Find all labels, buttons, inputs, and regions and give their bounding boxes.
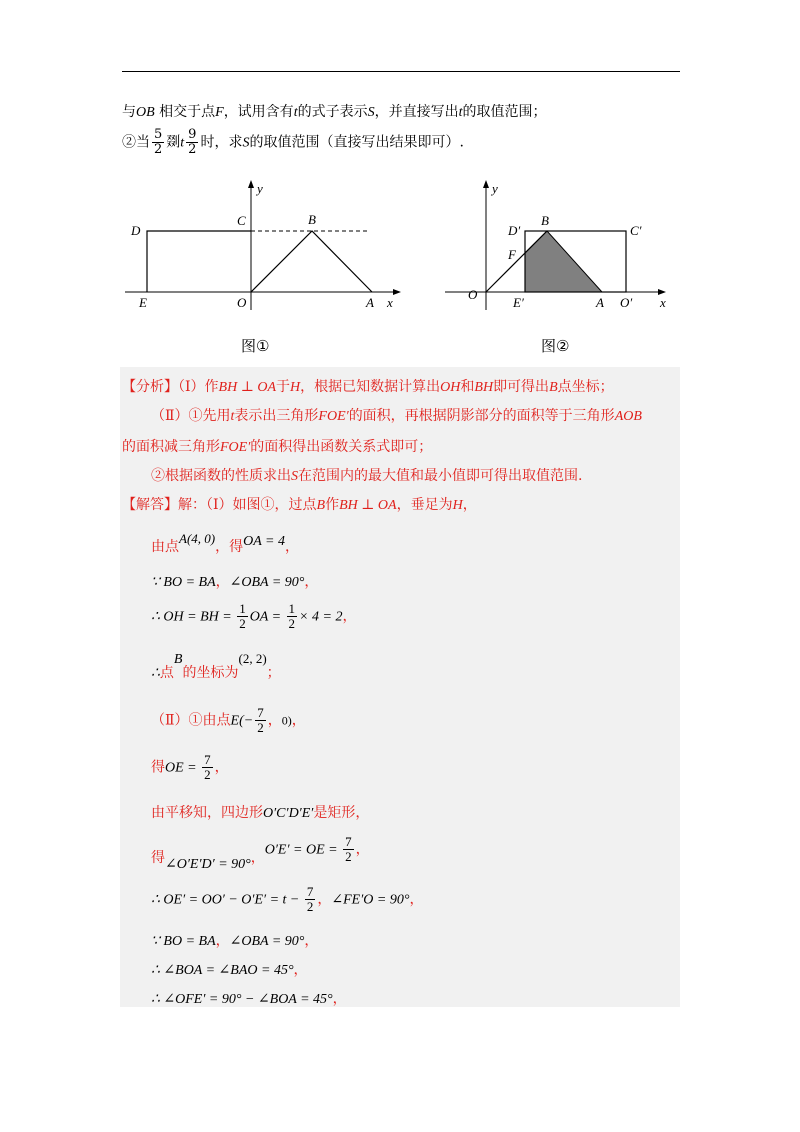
figure-1 bbox=[125, 175, 410, 315]
caption-figure-2: 图② bbox=[541, 337, 570, 355]
label-O: O bbox=[237, 295, 247, 310]
x-arrow-icon bbox=[393, 289, 401, 295]
label-E: E bbox=[139, 295, 147, 310]
solution-line-2: 由点A(4, 0)，得OA = 4， bbox=[151, 531, 299, 555]
shaded-region bbox=[525, 231, 602, 292]
solution-line-13: ∴ ∠OFE′ = 90° − ∠BOA = 45°， bbox=[151, 991, 347, 1007]
solution-line-11: ∵ BO = BA，∠OBA = 90°， bbox=[151, 933, 319, 949]
caption-figure-1: 图① bbox=[241, 337, 270, 355]
triangle-aob bbox=[251, 231, 372, 292]
solution-line-1: 【解答】解：（Ⅰ）如图①，过点B作BH ⊥ OA，垂足为H， bbox=[122, 497, 477, 513]
analysis-line-3: 的面积减三角形FOE′的面积得出函数关系式即可； bbox=[122, 439, 433, 455]
label-B: B bbox=[541, 213, 549, 228]
label-A: A bbox=[596, 295, 604, 310]
label-y: y bbox=[492, 181, 498, 196]
label-y: y bbox=[257, 181, 263, 196]
label-A: A bbox=[366, 295, 374, 310]
y-arrow-icon bbox=[483, 180, 489, 188]
analysis-line-1: 【分析】（Ⅰ）作BH ⊥ OA于H，根据已知数据计算出OH和BH即可得出B点坐标； bbox=[122, 379, 614, 395]
label-D: D bbox=[131, 223, 141, 238]
solution-line-12: ∴ ∠BOA = ∠BAO = 45°， bbox=[151, 962, 308, 978]
solution-line-9: 得∠O′E′D′ = 90°，O′E′ = OE = $\frac{7}{2}$ ， bbox=[151, 834, 370, 872]
label-Ep: E′ bbox=[513, 295, 524, 310]
label-B: B bbox=[308, 212, 316, 227]
y-arrow-icon bbox=[248, 180, 254, 188]
solution-line-4: ∴ OH = BH = $\frac{1}{2}$ OA = $\frac{1}{2}$ × 4 = 2， bbox=[151, 601, 357, 631]
solution-line-7: 得OE = $\frac{7}{2}$ ， bbox=[151, 752, 229, 782]
solution-line-10: ∴ OE′ = OO′ − O′E′ = t − $\frac{7}{2}$ ，∠FE′O = 90°， bbox=[151, 884, 424, 914]
problem-line-2: ②当 $\frac{5}{2}$ 剟t $\frac{9}{2}$ 时，求S的取值范围（直接写出结果即可）. bbox=[122, 127, 464, 157]
analysis-line-4: ②根据函数的性质求出S在范围内的最大值和最小值即可得出取值范围. bbox=[151, 468, 583, 484]
problem-line-1: 与OB 相交于点F，试用含有t的式子表示S，并直接写出t的取值范围； bbox=[122, 104, 547, 120]
solution-line-6: （Ⅱ）①由点E(− $\frac{7}{2}$ ，0)， bbox=[151, 705, 306, 735]
label-Dp: D′ bbox=[508, 223, 521, 238]
label-C: C bbox=[237, 213, 246, 228]
analysis-line-2: （Ⅱ）①先用t表示出三角形FOE′的面积，再根据阴影部分的面积等于三角形AOB bbox=[151, 408, 642, 424]
label-x: x bbox=[387, 295, 393, 310]
rectangle-edge bbox=[147, 231, 251, 292]
figure-2 bbox=[440, 175, 680, 315]
label-x: x bbox=[660, 295, 666, 310]
label-F: F bbox=[508, 247, 516, 262]
label-O: O bbox=[468, 287, 478, 302]
label-Op: O′ bbox=[620, 295, 633, 310]
solution-line-3: ∵ BO = BA，∠OBA = 90°， bbox=[151, 574, 319, 590]
solution-line-8: 由平移知，四边形O′C′D′E′是矩形， bbox=[151, 805, 370, 821]
label-Cp: C′ bbox=[630, 223, 642, 238]
solution-line-5: ∴点B的坐标为(2, 2)； bbox=[151, 651, 281, 681]
header-rule bbox=[122, 71, 680, 72]
